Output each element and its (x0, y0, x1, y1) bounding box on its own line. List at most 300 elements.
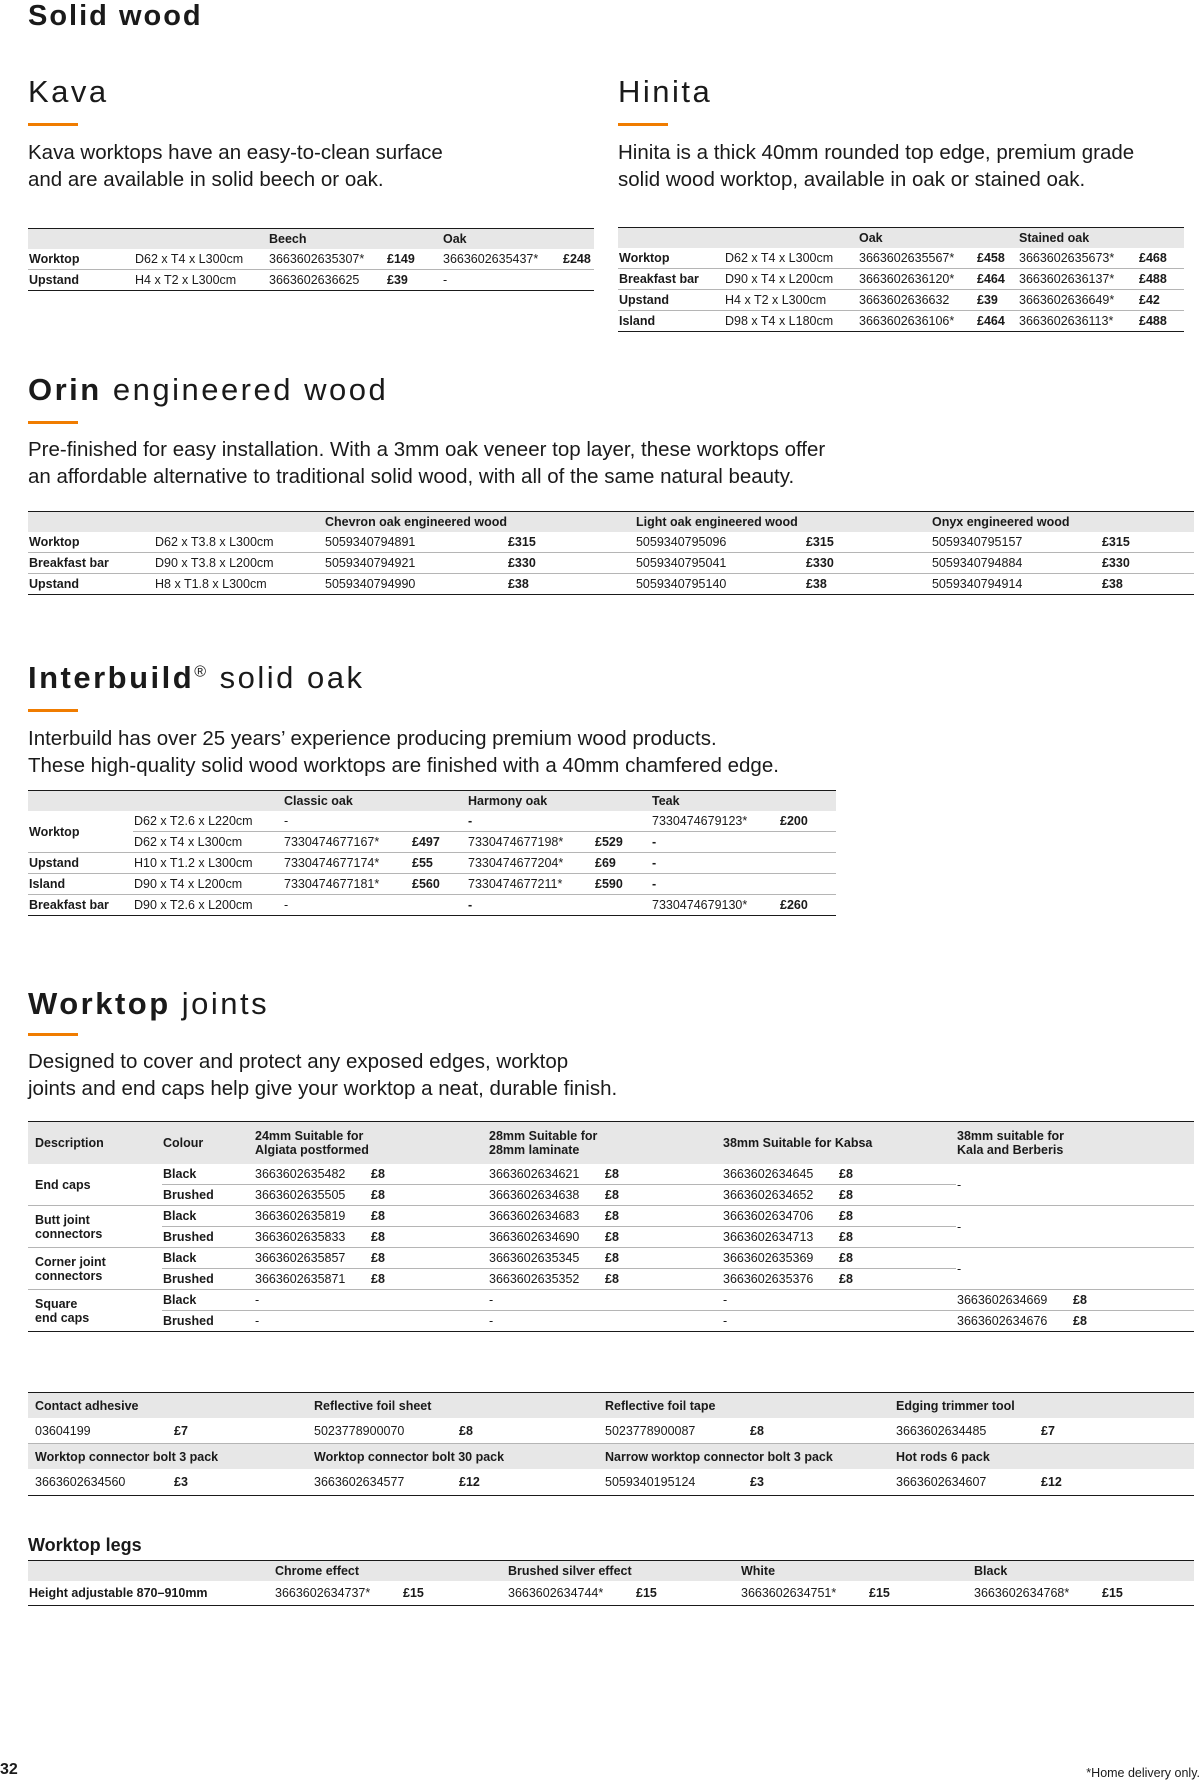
legs-head-blank (28, 1561, 274, 1582)
joints-title-rest: joints (170, 986, 270, 1021)
row-code: 7330474677198* (467, 832, 594, 853)
row-size: D62 x T4 x L300cm (724, 248, 858, 269)
legs-head: White (740, 1561, 973, 1582)
orin-head-onyx: Onyx engineered wood (931, 512, 1101, 533)
row-code: 3663602635437* (442, 249, 562, 270)
row-code: 3663602634676 (956, 1311, 1072, 1332)
row-size: D62 x T4 x L300cm (134, 249, 268, 270)
row-na: - (956, 1164, 1194, 1206)
table-row (28, 895, 836, 916)
legs-table (28, 1560, 1194, 1606)
page-title: Solid wood (28, 0, 203, 32)
table-row (28, 1290, 1194, 1311)
row-code: 7330474677181* (283, 874, 411, 895)
head-28-rest: Suitable for (525, 1129, 598, 1143)
joints-intro (28, 1048, 617, 1102)
row-code: - (283, 811, 411, 832)
row-price: £3 (173, 1469, 313, 1496)
orin-intro-line-1: Pre-finished for easy installation. With a 3mm oak veneer top layer, these worktops offer (28, 438, 826, 461)
table-row (28, 1469, 1194, 1496)
row-price: £315 (507, 532, 635, 553)
row-label: Worktop (28, 249, 134, 270)
row-price: £590 (594, 874, 651, 895)
row-code: 3663602634638 (488, 1185, 604, 1206)
row-code: 3663602636649* (1018, 290, 1138, 311)
row-code: 5059340195124 (604, 1469, 749, 1496)
row-price: £488 (1138, 269, 1184, 290)
hinita-head-label (618, 228, 724, 249)
row-code: 3663602636625 (268, 270, 386, 291)
row-price: £8 (370, 1248, 488, 1269)
head-28-bold: 28mm (489, 1129, 526, 1143)
row-colour: Brushed (162, 1185, 254, 1206)
row-price: £55 (411, 853, 467, 874)
row-code: 3663602634744* (507, 1581, 635, 1606)
orin-title-bold: Orin (28, 372, 102, 407)
legs-head: Black (973, 1561, 1194, 1582)
row-code: 3663602634607 (895, 1469, 1040, 1496)
row-price: £330 (1101, 553, 1194, 574)
row-price: £8 (838, 1248, 956, 1269)
row-code: 5059340794891 (324, 532, 507, 553)
table-row (618, 269, 1184, 290)
head-38b-line2: Kala and Berberis (957, 1143, 1064, 1157)
interbuild-head-size (133, 791, 283, 812)
row-code: 3663602635857 (254, 1248, 370, 1269)
row-code: - (442, 270, 562, 291)
row-code: - (254, 1290, 488, 1311)
row-price: £8 (604, 1227, 722, 1248)
row-code: 5059340794990 (324, 574, 507, 595)
head-38-bold: 38mm (723, 1136, 760, 1150)
interbuild-title-bold: Interbuild (28, 660, 195, 695)
row-price: £464 (976, 311, 1018, 332)
head-description: Description (35, 1136, 104, 1150)
row-code: 3663602635352 (488, 1269, 604, 1290)
row-code: - (467, 895, 594, 916)
interbuild-title-rest: solid oak (208, 660, 365, 695)
orin-table (28, 511, 1194, 595)
group-desc-line-2: connectors (35, 1226, 103, 1241)
row-price: £8 (604, 1164, 722, 1185)
row-size: D90 x T4 x L200cm (724, 269, 858, 290)
kava-head-beech: Beech (268, 229, 386, 250)
row-price: £8 (604, 1269, 722, 1290)
row-colour: Black (162, 1206, 254, 1227)
row-price: £8 (838, 1164, 956, 1185)
row-price: £69 (594, 853, 651, 874)
group-desc-line-1: Square (35, 1296, 78, 1311)
row-label: Breakfast bar (618, 269, 724, 290)
row-code: 3663602634560 (28, 1469, 173, 1496)
kava-rule (28, 123, 78, 126)
row-colour: Brushed (162, 1311, 254, 1332)
row-code: 7330474679123* (651, 811, 779, 832)
acc-head: Reflective foil sheet (313, 1393, 604, 1419)
row-price: £12 (1040, 1469, 1194, 1496)
row-code: 3663602635673* (1018, 248, 1138, 269)
row-size: D90 x T2.6 x L200cm (133, 895, 283, 916)
row-code: 3663602636106* (858, 311, 976, 332)
group-description (28, 1290, 162, 1332)
kava-head-size (134, 229, 268, 250)
row-price: £330 (805, 553, 931, 574)
row-code: 7330474679130* (651, 895, 779, 916)
row-code: 5059340795041 (635, 553, 805, 574)
row-code: - (722, 1290, 956, 1311)
row-na: - (956, 1248, 1194, 1290)
hinita-intro-line-1: Hinita is a thick 40mm rounded top edge, premium grade (618, 141, 1135, 164)
row-code: - (488, 1311, 722, 1332)
row-code: 5059340795096 (635, 532, 805, 553)
joints-rule (28, 1033, 78, 1036)
row-price: £38 (1101, 574, 1194, 595)
row-price (779, 874, 836, 895)
row-price: £8 (749, 1418, 895, 1444)
row-code: - (651, 874, 779, 895)
row-code: - (488, 1290, 722, 1311)
row-colour: Brushed (162, 1227, 254, 1248)
page-number: 32 (0, 1761, 18, 1778)
row-code: 03604199 (28, 1418, 173, 1444)
table-row (28, 1418, 1194, 1444)
row-colour: Brushed (162, 1269, 254, 1290)
head-38b-bold: 38mm (957, 1129, 994, 1143)
row-label: Island (28, 874, 133, 895)
interbuild-head-teak-price (779, 791, 836, 812)
orin-intro (28, 436, 825, 490)
acc-head: Worktop connector bolt 30 pack (313, 1444, 604, 1470)
row-price: £464 (976, 269, 1018, 290)
hinita-head-oak: Oak (858, 228, 976, 249)
row-na: - (956, 1206, 1194, 1248)
row-code: 3663602634485 (895, 1418, 1040, 1444)
row-code: 3663602634751* (740, 1581, 868, 1606)
row-code: 5059340794914 (931, 574, 1101, 595)
row-price: £458 (976, 248, 1018, 269)
orin-head-onyx-price (1101, 512, 1194, 533)
row-code: 3663602634690 (488, 1227, 604, 1248)
row-size: D62 x T2.6 x L220cm (133, 811, 283, 832)
row-code: - (722, 1311, 956, 1332)
hinita-head-stained-price (1138, 228, 1184, 249)
legs-head: Chrome effect (274, 1561, 507, 1582)
interbuild-title (28, 660, 364, 696)
row-code: 3663602634645 (722, 1164, 838, 1185)
acc-head: Contact adhesive (28, 1393, 313, 1419)
row-label: Upstand (28, 853, 133, 874)
row-code: - (651, 853, 779, 874)
row-label: Height adjustable 870–910mm (28, 1581, 274, 1606)
row-code: 5023778900087 (604, 1418, 749, 1444)
row-label: Island (618, 311, 724, 332)
row-price (779, 832, 836, 853)
head-24-rest: Suitable for (291, 1129, 364, 1143)
table-row (28, 270, 594, 291)
row-price: £8 (370, 1269, 488, 1290)
hinita-intro-line-2: solid wood worktop, available in oak or stained oak. (618, 168, 1086, 191)
orin-head-label (28, 512, 154, 533)
row-label: Worktop (28, 811, 133, 853)
interbuild-head-teak: Teak (651, 791, 779, 812)
row-price: £3 (749, 1469, 895, 1496)
row-code: - (467, 811, 594, 832)
row-code: 5059340795140 (635, 574, 805, 595)
row-size: H8 x T1.8 x L300cm (154, 574, 324, 595)
orin-head-chevron: Chevron oak engineered wood (324, 512, 507, 533)
row-label: Breakfast bar (28, 553, 154, 574)
row-price: £8 (370, 1227, 488, 1248)
head-38-rest: Suitable for Kabsa (759, 1136, 873, 1150)
row-code: 3663602634669 (956, 1290, 1072, 1311)
row-price (411, 811, 467, 832)
group-description (28, 1206, 162, 1248)
table-row (28, 853, 836, 874)
group-desc-line-2: end caps (35, 1310, 90, 1325)
row-price: £7 (1040, 1418, 1194, 1444)
registered-mark: ® (194, 663, 209, 681)
row-code: 3663602634577 (313, 1469, 458, 1496)
row-code: 3663602635505 (254, 1185, 370, 1206)
row-code: 3663602635345 (488, 1248, 604, 1269)
kava-head-oak: Oak (442, 229, 562, 250)
row-price: £8 (370, 1185, 488, 1206)
table-row (618, 311, 1184, 332)
acc-head: Edging trimmer tool (895, 1393, 1194, 1419)
row-price: £8 (838, 1206, 956, 1227)
row-code: 3663602635482 (254, 1164, 370, 1185)
row-label: Worktop (618, 248, 724, 269)
row-code: 3663602635833 (254, 1227, 370, 1248)
joints-title (28, 986, 269, 1022)
accessories-table (28, 1392, 1194, 1496)
row-price: £42 (1138, 290, 1184, 311)
row-code: 7330474677167* (283, 832, 411, 853)
kava-intro (28, 139, 443, 193)
row-code: 3663602634706 (722, 1206, 838, 1227)
row-price: £260 (779, 895, 836, 916)
row-price: £38 (507, 574, 635, 595)
table-row (28, 1581, 1194, 1606)
joints-title-bold: Worktop (28, 986, 171, 1021)
row-price: £8 (838, 1269, 956, 1290)
row-code: 3663602635376 (722, 1269, 838, 1290)
row-code: 3663602634713 (722, 1227, 838, 1248)
row-label: Breakfast bar (28, 895, 133, 916)
row-price: £39 (976, 290, 1018, 311)
row-size: H4 x T2 x L300cm (724, 290, 858, 311)
row-price: £8 (604, 1185, 722, 1206)
table-row (618, 290, 1184, 311)
row-price: £529 (594, 832, 651, 853)
row-price: £330 (507, 553, 635, 574)
row-label: Upstand (28, 270, 134, 291)
row-code: 3663602636113* (1018, 311, 1138, 332)
group-description (28, 1248, 162, 1290)
group-description (28, 1164, 162, 1206)
hinita-rule (618, 123, 668, 126)
orin-head-light: Light oak engineered wood (635, 512, 805, 533)
orin-title (28, 372, 388, 408)
hinita-head-oak-price (976, 228, 1018, 249)
row-code: 5059340794884 (931, 553, 1101, 574)
kava-head-label (28, 229, 134, 250)
interbuild-intro (28, 725, 779, 779)
row-code: 3663602635567* (858, 248, 976, 269)
row-colour: Black (162, 1164, 254, 1185)
row-label: Upstand (618, 290, 724, 311)
acc-head: Reflective foil tape (604, 1393, 895, 1419)
row-code: 3663602635307* (268, 249, 386, 270)
row-code: 3663602635871 (254, 1269, 370, 1290)
row-size: D90 x T3.8 x L200cm (154, 553, 324, 574)
row-code: 5059340794921 (324, 553, 507, 574)
row-price: £38 (805, 574, 931, 595)
row-price: £248 (562, 249, 594, 270)
row-price: £8 (838, 1227, 956, 1248)
row-code: 3663602636120* (858, 269, 976, 290)
row-price: £15 (868, 1581, 973, 1606)
interbuild-head-label (28, 791, 133, 812)
row-price (562, 270, 594, 291)
row-size: D62 x T3.8 x L300cm (154, 532, 324, 553)
row-code: - (651, 832, 779, 853)
row-price: £468 (1138, 248, 1184, 269)
row-size: D62 x T4 x L300cm (133, 832, 283, 853)
kava-title: Kava (28, 74, 109, 109)
row-price: £8 (604, 1248, 722, 1269)
group-desc-line-1: End caps (35, 1177, 91, 1192)
orin-head-light-price (805, 512, 931, 533)
head-28-line2: 28mm laminate (489, 1143, 580, 1157)
hinita-table (618, 227, 1184, 332)
row-colour: Black (162, 1290, 254, 1311)
row-code: 7330474677204* (467, 853, 594, 874)
row-size: D98 x T4 x L180cm (724, 311, 858, 332)
row-price (594, 895, 651, 916)
row-price: £497 (411, 832, 467, 853)
row-code: 5059340795157 (931, 532, 1101, 553)
table-row (28, 1206, 1194, 1227)
legs-title: Worktop legs (28, 1535, 142, 1555)
row-code: 3663602636137* (1018, 269, 1138, 290)
row-price (411, 895, 467, 916)
interbuild-head-harmony-price (594, 791, 651, 812)
interbuild-head-classic-price (411, 791, 467, 812)
group-desc-line-1: Corner joint (35, 1254, 106, 1269)
row-code: 3663602634768* (973, 1581, 1101, 1606)
kava-table (28, 228, 594, 291)
head-24-bold: 24mm (255, 1129, 292, 1143)
row-price: £15 (402, 1581, 507, 1606)
interbuild-table (28, 790, 836, 916)
kava-head-beech-price (386, 229, 442, 250)
table-row (28, 811, 836, 832)
hinita-head-size (724, 228, 858, 249)
row-price: £149 (386, 249, 442, 270)
row-code: 7330474677174* (283, 853, 411, 874)
row-price: £8 (458, 1418, 604, 1444)
footnote: *Home delivery only. (1086, 1766, 1200, 1780)
hinita-title: Hinita (618, 74, 713, 109)
row-price: £488 (1138, 311, 1184, 332)
row-code: 3663602635819 (254, 1206, 370, 1227)
acc-head: Narrow worktop connector bolt 3 pack (604, 1444, 895, 1470)
acc-head: Hot rods 6 pack (895, 1444, 1194, 1470)
row-price: £8 (370, 1164, 488, 1185)
table-row (618, 248, 1184, 269)
interbuild-head-classic: Classic oak (283, 791, 411, 812)
hinita-head-stained: Stained oak (1018, 228, 1138, 249)
legs-head: Brushed silver effect (507, 1561, 740, 1582)
row-label: Worktop (28, 532, 154, 553)
kava-head-oak-price (562, 229, 594, 250)
group-desc-line-2: connectors (35, 1268, 103, 1283)
row-price: £315 (805, 532, 931, 553)
row-label: Upstand (28, 574, 154, 595)
joints-intro-line-2: joints and end caps help give your worktop a neat, durable finish. (28, 1077, 618, 1100)
group-desc-line-1: Butt joint (35, 1212, 90, 1227)
row-size: D90 x T4 x L200cm (133, 874, 283, 895)
row-code: 3663602635369 (722, 1248, 838, 1269)
orin-intro-line-2: an affordable alternative to traditional solid wood, with all of the same natural beauty. (28, 465, 795, 488)
row-price: £7 (173, 1418, 313, 1444)
interbuild-intro-line-2: These high-quality solid wood worktops are finished with a 40mm chamfered edge. (28, 754, 779, 777)
row-code: 7330474677211* (467, 874, 594, 895)
joints-intro-line-1: Designed to cover and protect any exposed edges, worktop (28, 1050, 569, 1073)
row-code: - (254, 1311, 488, 1332)
row-price: £315 (1101, 532, 1194, 553)
table-row (28, 574, 1194, 595)
row-price: £39 (386, 270, 442, 291)
row-size: H4 x T2 x L300cm (134, 270, 268, 291)
head-24-line2: Algiata postformed (255, 1143, 369, 1157)
row-code: 3663602634621 (488, 1164, 604, 1185)
acc-head: Worktop connector bolt 3 pack (28, 1444, 313, 1470)
row-code: 3663602634737* (274, 1581, 402, 1606)
table-row (28, 553, 1194, 574)
table-row (28, 1248, 1194, 1269)
table-row (28, 832, 836, 853)
row-code: 5023778900070 (313, 1418, 458, 1444)
row-price: £8 (370, 1206, 488, 1227)
joints-table (28, 1121, 1194, 1332)
row-price: £560 (411, 874, 467, 895)
interbuild-intro-line-1: Interbuild has over 25 years’ experience producing premium wood products. (28, 727, 717, 750)
orin-head-size (154, 512, 324, 533)
row-code: 3663602636632 (858, 290, 976, 311)
table-row (28, 532, 1194, 553)
table-row (28, 249, 594, 270)
row-price: £8 (838, 1185, 956, 1206)
interbuild-rule (28, 709, 78, 712)
row-price: £8 (1072, 1290, 1194, 1311)
row-price (594, 811, 651, 832)
table-row (28, 874, 836, 895)
orin-head-chevron-price (507, 512, 635, 533)
row-size: H10 x T1.2 x L300cm (133, 853, 283, 874)
head-38b-rest: suitable for (993, 1129, 1064, 1143)
row-price: £8 (604, 1206, 722, 1227)
table-row (28, 1164, 1194, 1185)
row-price: £8 (1072, 1311, 1194, 1332)
orin-title-rest: engineered wood (101, 372, 389, 407)
table-row (28, 1311, 1194, 1332)
head-colour: Colour (163, 1136, 204, 1150)
hinita-intro (618, 139, 1134, 193)
row-code: 3663602634652 (722, 1185, 838, 1206)
kava-intro-line-2: and are available in solid beech or oak. (28, 168, 384, 191)
